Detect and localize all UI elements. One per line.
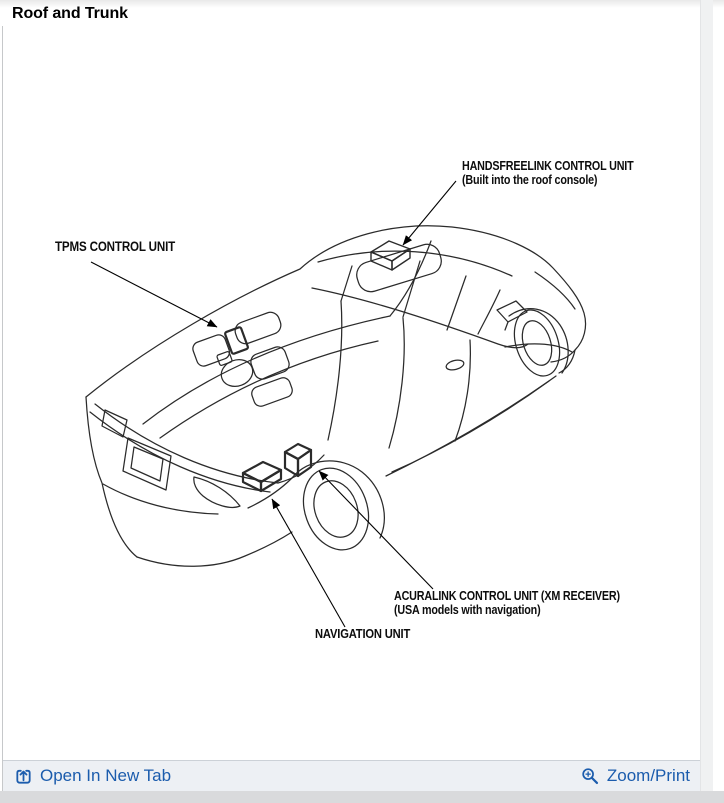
rear-wheel — [293, 459, 380, 559]
leader-handsfreelink — [403, 181, 456, 245]
open-in-new-tab-icon — [14, 767, 33, 786]
vertical-scrollbar[interactable] — [700, 0, 713, 791]
callout-navigation — [315, 627, 410, 640]
parcel-shelf-shapes — [191, 310, 294, 408]
callout-acuralink-line1: ACURALINK CONTROL UNIT (XM RECEIVER) — [394, 589, 620, 603]
callout-acuralink-line2: (USA models with navigation) — [394, 603, 541, 617]
bottom-strip — [0, 791, 724, 803]
acuralink-unit-shape — [285, 444, 311, 476]
open-in-new-tab-link[interactable] — [14, 766, 171, 786]
callout-navigation-line1: NAVIGATION UNIT — [315, 626, 411, 641]
callout-acuralink — [394, 590, 620, 617]
callout-handsfreelink-line2: (Built into the roof console) — [462, 173, 598, 187]
zoom-print-label: Zoom/Print — [606, 766, 690, 785]
zoom-print-link[interactable] — [581, 766, 690, 786]
callout-handsfreelink — [462, 160, 634, 187]
zoom-in-icon — [581, 767, 600, 786]
car-wireframe — [86, 226, 586, 567]
navigation-unit-shape — [243, 462, 281, 491]
footer-toolbar — [3, 760, 700, 791]
front-wheel — [507, 304, 568, 382]
open-in-new-tab-label: Open In New Tab — [40, 766, 172, 785]
leader-tpms — [91, 262, 217, 327]
callout-handsfreelink-line1: HANDSFREELINK CONTROL UNIT — [462, 159, 634, 173]
callout-tpms — [55, 240, 175, 254]
leader-navigation — [272, 499, 345, 627]
tpms-unit-shape — [225, 327, 249, 354]
callout-tpms-line1: TPMS CONTROL UNIT — [55, 239, 176, 254]
page-title: Roof and Trunk — [12, 5, 128, 22]
